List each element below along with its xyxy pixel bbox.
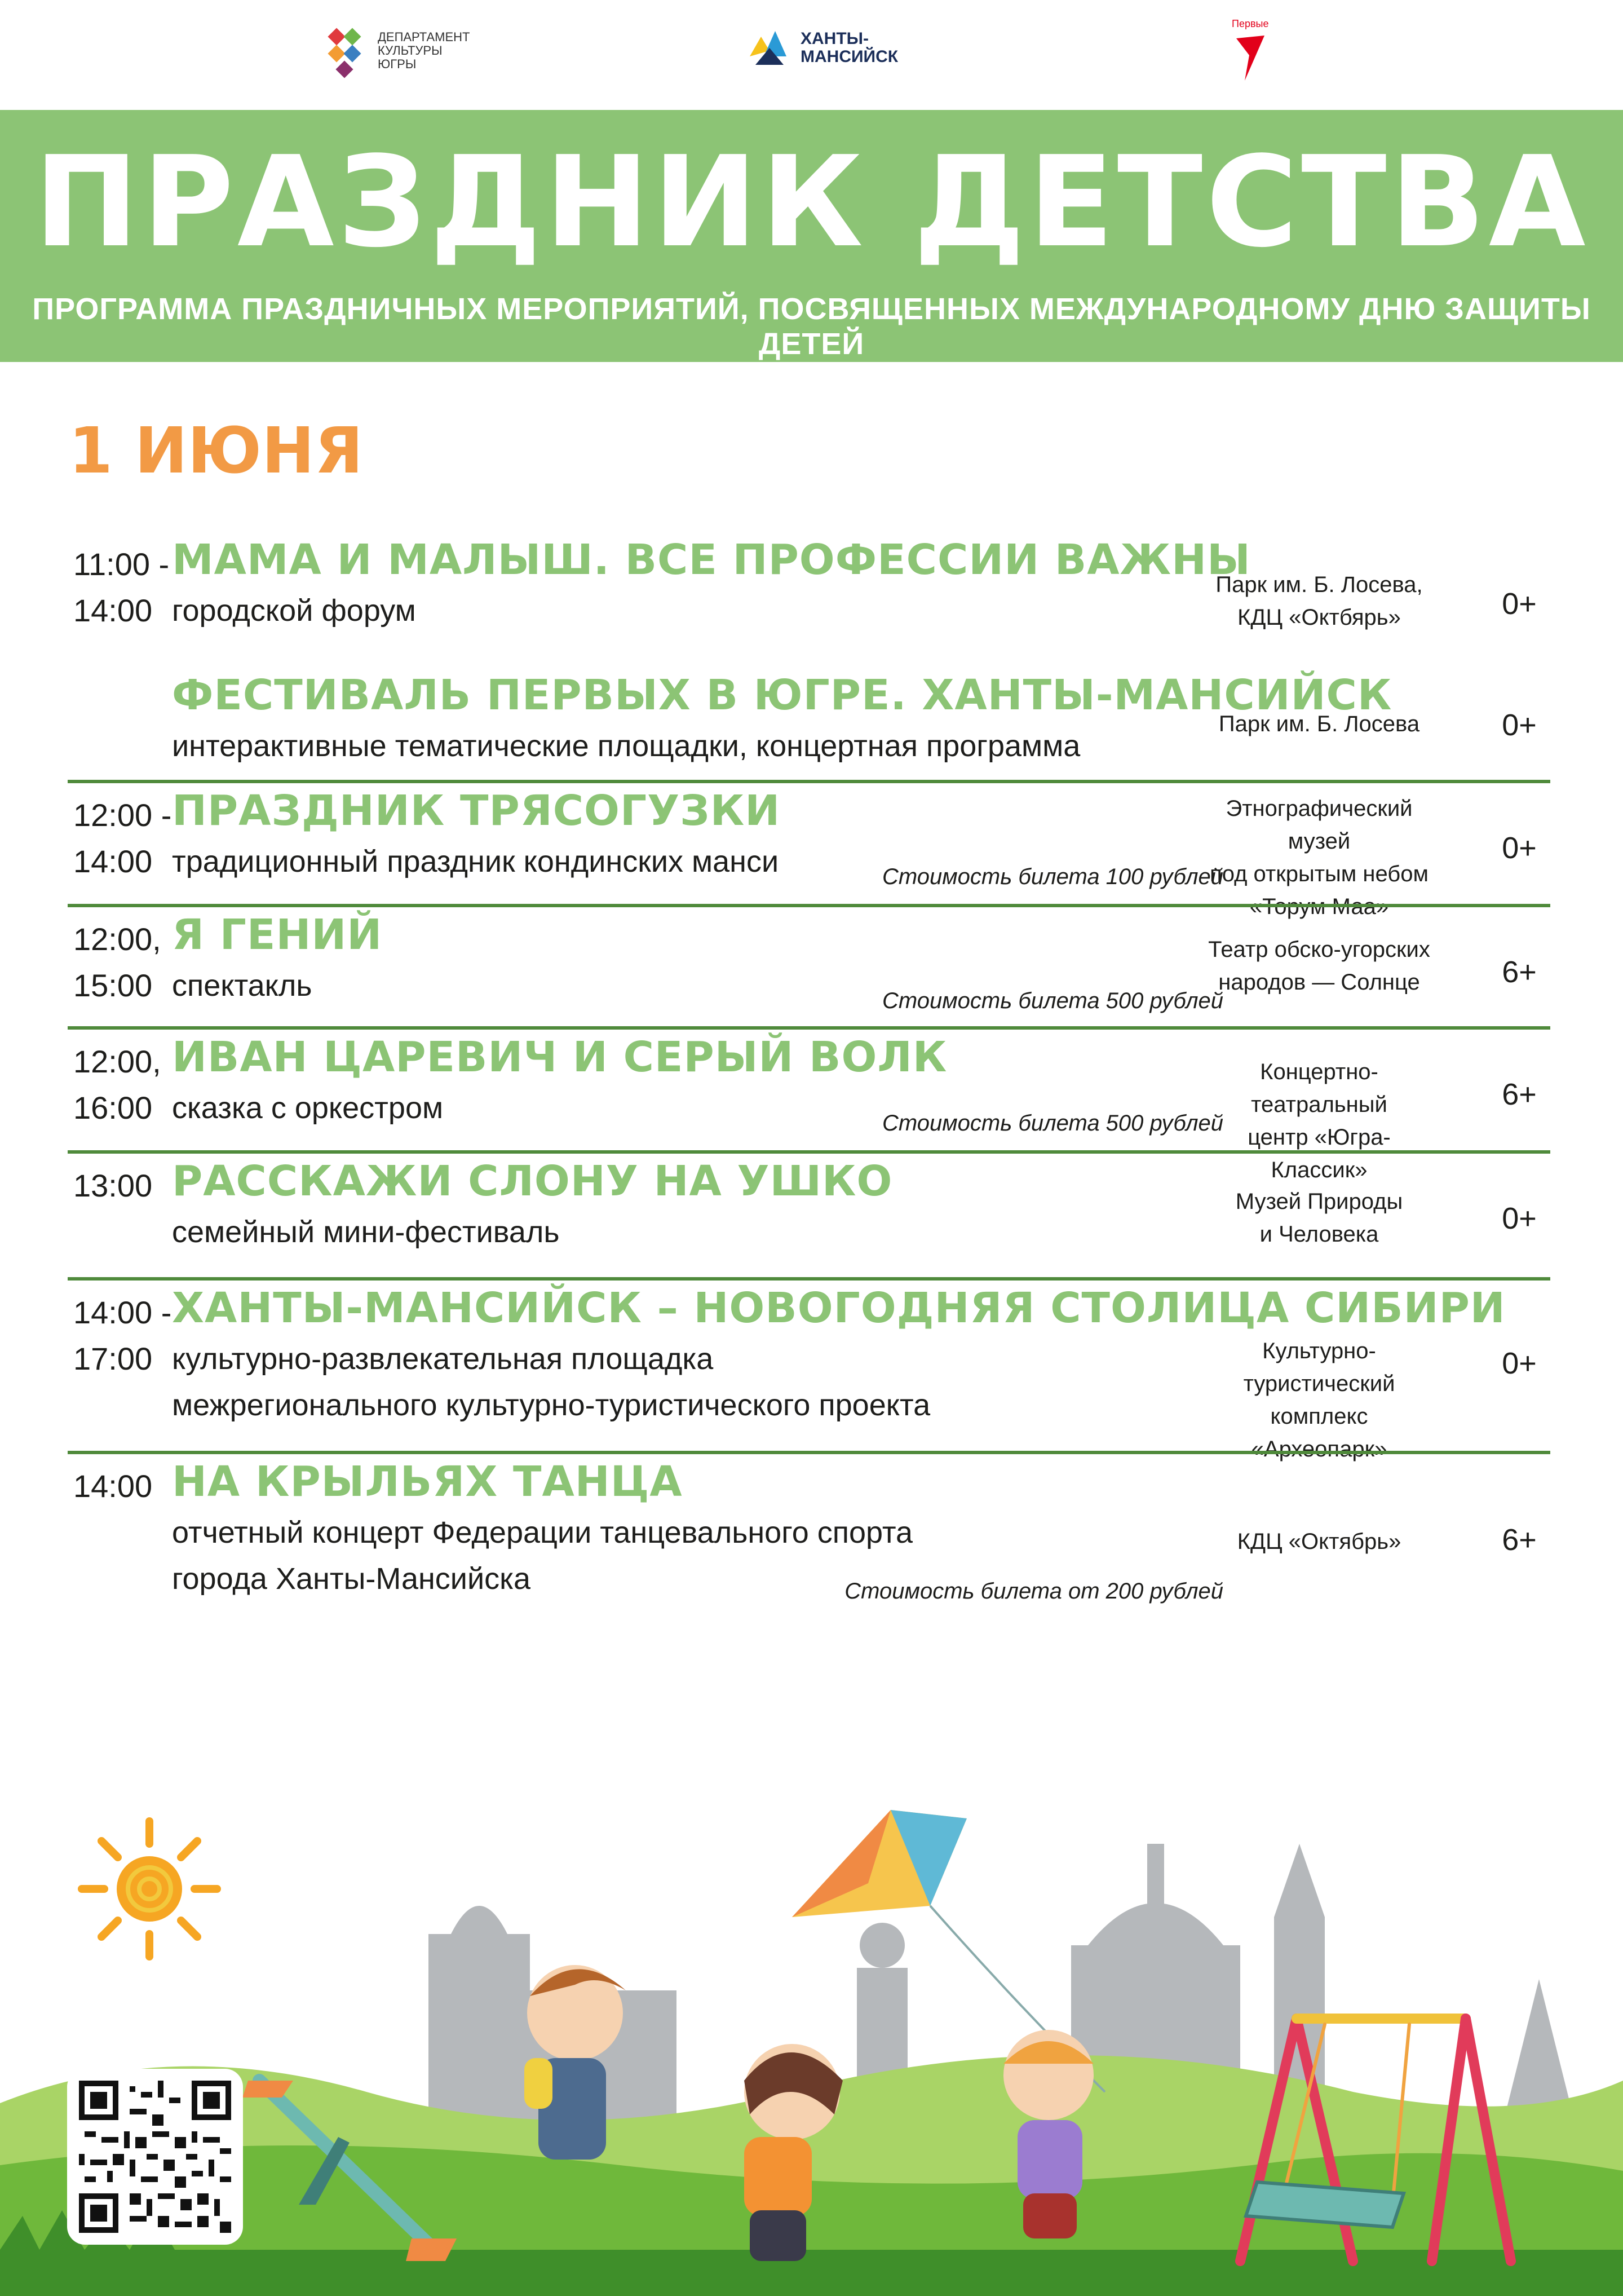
event-description: отчетный концерт Федерации танцевального спорта города Ханты-Мансийска bbox=[172, 1516, 913, 1596]
ticket-price: Стоимость билета 100 рублей bbox=[882, 864, 1223, 889]
event-description: семейный мини-фестиваль bbox=[172, 1215, 560, 1249]
event-time: 12:00, 15:00 bbox=[73, 921, 161, 1003]
event-title: ФЕСТИВАЛЬ ПЕРВЫХ В ЮГРЕ. ХАНТЫ-МАНСИЙСК bbox=[172, 671, 1392, 719]
event-title: НА КРЫЛЬЯХ ТАНЦА bbox=[172, 1458, 683, 1506]
event-description: культурно-развлекательная площадка межрегионального культурно-туристического проекта bbox=[172, 1342, 931, 1422]
event-time: 12:00 - 14:00 bbox=[73, 797, 172, 879]
city-logo-text: ХАНТЫ-МАНСИЙСК bbox=[801, 29, 899, 66]
event-title: ИВАН ЦАРЕВИЧ И СЕРЫЙ ВОЛК bbox=[172, 1033, 948, 1081]
ticket-price: Стоимость билета 500 рублей bbox=[882, 988, 1223, 1013]
event-age: 6+ bbox=[1502, 1523, 1537, 1557]
event-venue: Парк им. Б. Лосева bbox=[1218, 712, 1420, 736]
city-logo bbox=[744, 23, 899, 73]
event-time: 13:00 bbox=[73, 1168, 153, 1203]
event-venue: Парк им. Б. Лосева, КДЦ «Октбярь» bbox=[1215, 572, 1423, 630]
event-venue: Музей Природы и Человека bbox=[1235, 1189, 1403, 1247]
event-venue: Концертно-театральный центр «Югра-Классик» bbox=[1248, 1059, 1391, 1182]
event-title: ПРАЗДНИК ТРЯСОГУЗКИ bbox=[172, 787, 781, 835]
event-age: 6+ bbox=[1502, 955, 1537, 989]
ticket-price: Стоимость билета от 200 рублей bbox=[844, 1579, 1223, 1604]
event-age: 0+ bbox=[1502, 587, 1537, 621]
qr-code[interactable] bbox=[70, 2072, 240, 2241]
sun-icon bbox=[82, 1821, 217, 1957]
event-date: 1 ИЮНЯ bbox=[69, 414, 364, 488]
event-time: 11:00 - 14:00 bbox=[73, 546, 170, 628]
movement-logo-icon bbox=[1233, 33, 1267, 83]
event-age: 0+ bbox=[1502, 1346, 1537, 1380]
movement-logo-text: Первые bbox=[1232, 18, 1269, 29]
event-venue: Этнографический музей под открытым небом «Торум Маа» bbox=[1210, 796, 1429, 919]
event-age: 0+ bbox=[1502, 831, 1537, 865]
department-logo bbox=[327, 23, 468, 79]
department-logo-icon bbox=[327, 23, 372, 79]
header-banner bbox=[0, 110, 1623, 362]
event-description: традиционный праздник кондинских манси bbox=[172, 845, 779, 878]
page-title: ПРАЗДНИК ДЕТСТВА bbox=[34, 130, 1589, 275]
park-illustration bbox=[0, 1776, 1623, 2296]
qr-code-icon bbox=[79, 2081, 231, 2233]
event-time: 14:00 bbox=[73, 1468, 153, 1504]
event-title: ХАНТЫ-МАНСИЙСК – НОВОГОДНЯЯ СТОЛИЦА СИБИРИ bbox=[172, 1284, 1506, 1332]
event-time: 14:00 - 17:00 bbox=[73, 1295, 172, 1376]
event-title: Я ГЕНИЙ bbox=[172, 911, 383, 959]
event-title: МАМА И МАЛЫШ. ВСЕ ПРОФЕССИИ ВАЖНЫ bbox=[172, 536, 1251, 584]
event-title: РАССКАЖИ СЛОНУ НА УШКО bbox=[172, 1157, 893, 1206]
ticket-price: Стоимость билета 500 рублей bbox=[882, 1111, 1223, 1136]
page-subtitle: ПРОГРАММА ПРАЗДНИЧНЫХ МЕРОПРИЯТИЙ, ПОСВЯЩЕННЫХ МЕЖДУНАРОДНОМУ ДНЮ ЗАЩИТЫ ДЕТЕЙ bbox=[32, 292, 1591, 361]
event-venue: Театр обско-угорских народов — Солнце bbox=[1208, 937, 1430, 995]
event-description: интерактивные тематические площадки, концертная программа bbox=[172, 729, 1081, 763]
event-description: спектакль bbox=[172, 969, 312, 1003]
event-venue: КДЦ «Октябрь» bbox=[1237, 1529, 1401, 1554]
event-age: 6+ bbox=[1502, 1078, 1537, 1111]
department-logo-text: ДЕПАРТАМЕНТ КУЛЬТУРЫ ЮГРЫ bbox=[378, 30, 470, 71]
movement-logo bbox=[1232, 17, 1268, 83]
city-logo-icon bbox=[744, 23, 795, 73]
event-age: 0+ bbox=[1502, 708, 1537, 742]
event-time: 12:00, 16:00 bbox=[73, 1044, 161, 1125]
logo-bar bbox=[0, 0, 1623, 110]
event-description: сказка с оркестром bbox=[172, 1091, 444, 1125]
event-age: 0+ bbox=[1502, 1202, 1537, 1235]
event-venue: Культурно-туристический комплекс «Археопарк» bbox=[1243, 1339, 1395, 1462]
event-description: городской форум bbox=[172, 594, 416, 628]
